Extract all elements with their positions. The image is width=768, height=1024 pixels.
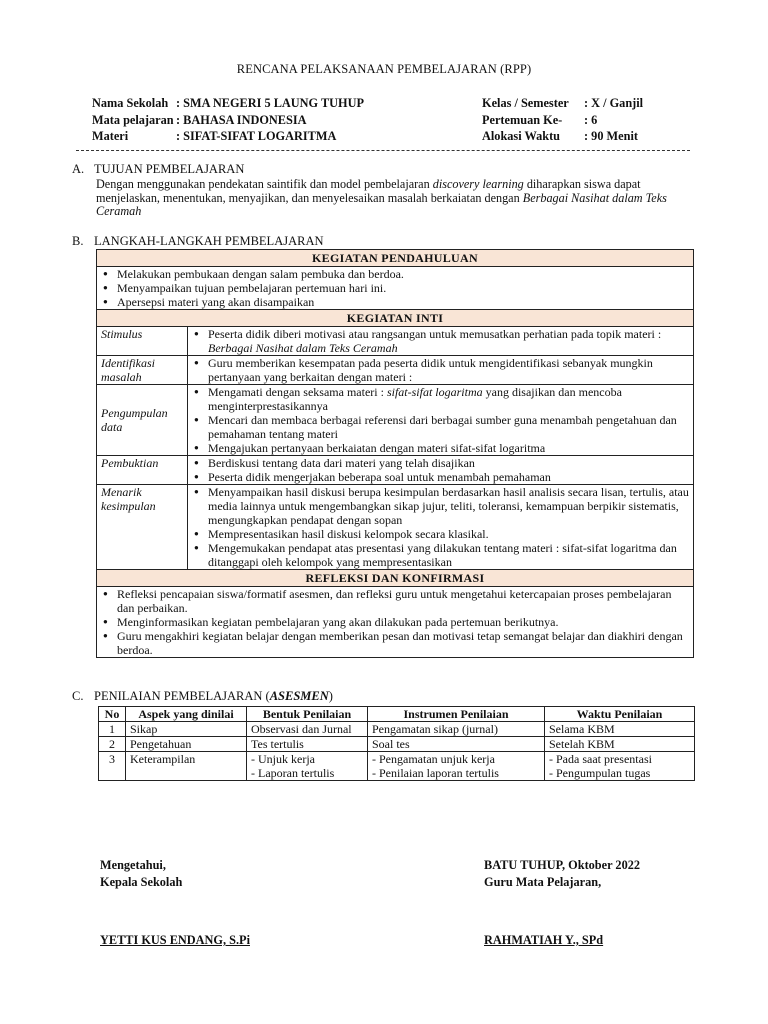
- list-emphasis: Berbagai Nasihat dalam Teks Ceramah: [208, 341, 398, 355]
- section-title: LANGKAH-LANGKAH PEMBELAJARAN: [94, 234, 324, 248]
- cell-line: - Pengumpulan tugas: [549, 766, 651, 780]
- section-a-heading: [72, 162, 244, 177]
- list-item: [192, 385, 689, 413]
- pendahuluan-list: [101, 267, 689, 309]
- signature-left: [100, 857, 182, 890]
- table-row: [97, 327, 694, 356]
- cell-bentuk: [247, 752, 368, 781]
- column-header: Instrumen Penilaian: [368, 707, 545, 722]
- paragraph-text: Dengan menggunakan pendekatan saintifik dan model pembelajaran: [96, 177, 433, 191]
- cell-instrumen: [368, 752, 545, 781]
- row-content: [188, 485, 694, 570]
- assessment-table: [98, 706, 695, 781]
- signature-left-name: [100, 932, 250, 949]
- meta-value: : SMA NEGERI 5 LAUNG TUHUP: [176, 96, 365, 110]
- list-text: Mengamati dengan seksama materi :: [208, 385, 387, 399]
- meta-label: Nama Sekolah: [92, 96, 169, 110]
- list-text: Peserta didik diberi motivasi atau rangsangan untuk memusatkan perhatian pada topik materi :: [208, 327, 662, 341]
- section-c-heading: [72, 689, 333, 704]
- row-content: [188, 327, 694, 356]
- table-row: [97, 456, 694, 485]
- list-item: ● Mempresentasikan hasil diskusi kelompok secara klasikal.: [192, 527, 689, 541]
- section-title: ): [328, 689, 333, 703]
- cell-bentuk: Tes tertulis: [247, 737, 368, 752]
- signature-line: Guru Mata Pelajaran,: [484, 874, 602, 889]
- section-number: A.: [72, 162, 85, 176]
- list-item: ● Refleksi pencapaian siswa/formatif asesmen, dan refleksi guru untuk mengetahui ketercapaian proses pembelajaran dan perbaikan.: [101, 587, 689, 615]
- cell-bentuk: Observasi dan Jurnal: [247, 722, 368, 737]
- list-item: ● Guru memberikan kesempatan pada peserta didik untuk mengidentifikasi sebanyak mungkin pertanyaan yang berkaitan dengan materi :: [192, 356, 689, 384]
- cell-no: 1: [99, 722, 126, 737]
- row-label: Menarik kesimpulan: [97, 485, 188, 570]
- cell-waktu: Selama KBM: [545, 722, 695, 737]
- table-row: [99, 737, 695, 752]
- refleksi-cell: [97, 587, 694, 658]
- pendahuluan-cell: [97, 267, 694, 310]
- meta-label: Alokasi Waktu: [482, 129, 561, 143]
- list-item: ● Mengajukan pertanyaan berkaiatan dengan materi sifat-sifat logaritma: [192, 441, 689, 455]
- table-header-pendahuluan: KEGIATAN PENDAHULUAN: [97, 250, 694, 267]
- list-item: ● Menyampaikan hasil diskusi berupa kesimpulan berdasarkan hasil analisis secara lisan, tertulis, atau media lainnya untuk mengembangkan sikap jujur, teliti, toleransi, kemampuan berpikir sistematis, mengungkapkan pendapat dengan sopan: [192, 485, 689, 527]
- dashed-divider: [76, 150, 690, 151]
- refleksi-list: [101, 587, 689, 657]
- cell-waktu: [545, 752, 695, 781]
- section-number: C.: [72, 689, 84, 703]
- meta-value: : 6: [584, 112, 598, 127]
- meta-row-school: [92, 96, 712, 113]
- meta-value: : SIFAT-SIFAT LOGARITMA: [176, 129, 337, 143]
- paragraph-emphasis: Berbagai Nasihat dalam Teks Ceramah: [96, 190, 667, 218]
- paragraph-text: diharapkan siswa dapat menjelaskan, menentukan, menyajikan, dan menyelesaikan masalah berkaiatan dengan: [96, 177, 641, 205]
- list-item: ● Peserta didik mengerjakan beberapa soal untuk menambah pemahaman: [192, 470, 689, 484]
- signature-line: BATU TUHUP, Oktober 2022: [484, 858, 641, 872]
- section-title: PENILAIAN PEMBELAJARAN (: [94, 689, 270, 703]
- paragraph-emphasis: discovery learning: [432, 177, 524, 191]
- cell-instrumen: Soal tes: [368, 737, 545, 752]
- cell-line: - Penilaian laporan tertulis: [372, 766, 499, 780]
- cell-line: - Pengamatan unjuk kerja: [372, 752, 495, 766]
- column-header: Waktu Penilaian: [545, 707, 695, 722]
- row-content: [188, 456, 694, 485]
- section-title-emphasis: ASESMEN: [269, 689, 329, 703]
- list-item: ● Menyampaikan tujuan pembelajaran pertemuan hari ini.: [101, 281, 689, 295]
- table-header-inti: KEGIATAN INTI: [97, 310, 694, 327]
- list-item: ● Melakukan pembukaan dengan salam pembuka dan berdoa.: [101, 267, 689, 281]
- list-item: ● Berdiskusi tentang data dari materi yang telah disajikan: [192, 456, 689, 470]
- section-b-heading: [72, 234, 324, 249]
- row-content: [188, 356, 694, 385]
- table-row: [97, 356, 694, 385]
- meta-label: Pertemuan Ke-: [482, 112, 563, 127]
- meta-value: : BAHASA INDONESIA: [176, 112, 307, 127]
- objective-paragraph: [96, 178, 696, 219]
- column-header: Bentuk Penilaian: [247, 707, 368, 722]
- row-label: Stimulus: [97, 327, 188, 356]
- meta-row-subject: [92, 113, 712, 130]
- document-meta: [92, 96, 712, 146]
- cell-no: 2: [99, 737, 126, 752]
- table-row: [97, 385, 694, 456]
- row-label: Pengumpulan data: [97, 385, 188, 456]
- cell-no: 3: [99, 752, 126, 781]
- cell-line: - Laporan tertulis: [251, 766, 335, 780]
- signatory-name: YETTI KUS ENDANG, S.Pi: [100, 933, 250, 947]
- meta-label: Kelas / Semester: [482, 96, 569, 110]
- row-label: Identifikasi masalah: [97, 356, 188, 385]
- cell-aspek: Keterampilan: [126, 752, 247, 781]
- signature-line: Kepala Sekolah: [100, 874, 183, 889]
- list-emphasis: sifat-sifat logaritma: [386, 385, 483, 399]
- signature-right-name: [484, 932, 603, 949]
- cell-line: - Unjuk kerja: [251, 752, 315, 766]
- meta-label: Mata pelajaran: [92, 112, 174, 127]
- list-item: ● Guru mengakhiri kegiatan belajar dengan memberikan pesan dan motivasi tetap semangat belajar dan diakhiri dengan berdoa.: [101, 629, 689, 657]
- table-row: [97, 485, 694, 570]
- table-header-refleksi: REFLEKSI DAN KONFIRMASI: [97, 570, 694, 587]
- meta-value: : X / Ganjil: [584, 96, 644, 110]
- row-content: [188, 385, 694, 456]
- signature-right: [484, 857, 640, 890]
- table-header-row: [99, 707, 695, 722]
- cell-waktu: Setelah KBM: [545, 737, 695, 752]
- section-number: B.: [72, 234, 84, 248]
- section-title: TUJUAN PEMBELAJARAN: [94, 162, 245, 176]
- meta-row-material: [92, 129, 712, 146]
- cell-instrumen: Pengamatan sikap (jurnal): [368, 722, 545, 737]
- cell-aspek: Sikap: [126, 722, 247, 737]
- list-item: ● Apersepsi materi yang akan disampaikan: [101, 295, 689, 309]
- list-item: ● Mencari dan membaca berbagai referensi dari berbagai sumber guna menambah pengetahuan dan pemahaman tentang materi: [192, 413, 689, 441]
- cell-aspek: Pengetahuan: [126, 737, 247, 752]
- signatory-name: RAHMATIAH Y., SPd: [484, 933, 604, 947]
- table-row: [99, 752, 695, 781]
- meta-value: : 90 Menit: [584, 129, 638, 143]
- row-label: Pembuktian: [97, 456, 188, 485]
- list-item: ● Menginformasikan kegiatan pembelajaran yang akan dilakukan pada pertemuan berikutnya.: [101, 615, 689, 629]
- meta-label: Materi: [92, 129, 129, 143]
- list-item: [192, 327, 689, 355]
- document-title: RENCANA PELAKSANAAN PEMBELAJARAN (RPP): [236, 62, 532, 76]
- learning-steps-table: [96, 249, 694, 658]
- signature-line: Mengetahui,: [100, 858, 166, 872]
- list-text: yang disajikan dan mencoba menginterprestasikannya: [208, 385, 622, 413]
- table-row: [99, 722, 695, 737]
- list-item: ● Mengemukakan pendapat atas presentasi yang dilakukan tentang materi : sifat-sifat logaritma dan ditanggapi oleh kelompok yang mempresentasikan: [192, 541, 689, 569]
- column-header: Aspek yang dinilai: [126, 707, 247, 722]
- cell-line: - Pada saat presentasi: [549, 752, 652, 766]
- column-header: No: [99, 707, 126, 722]
